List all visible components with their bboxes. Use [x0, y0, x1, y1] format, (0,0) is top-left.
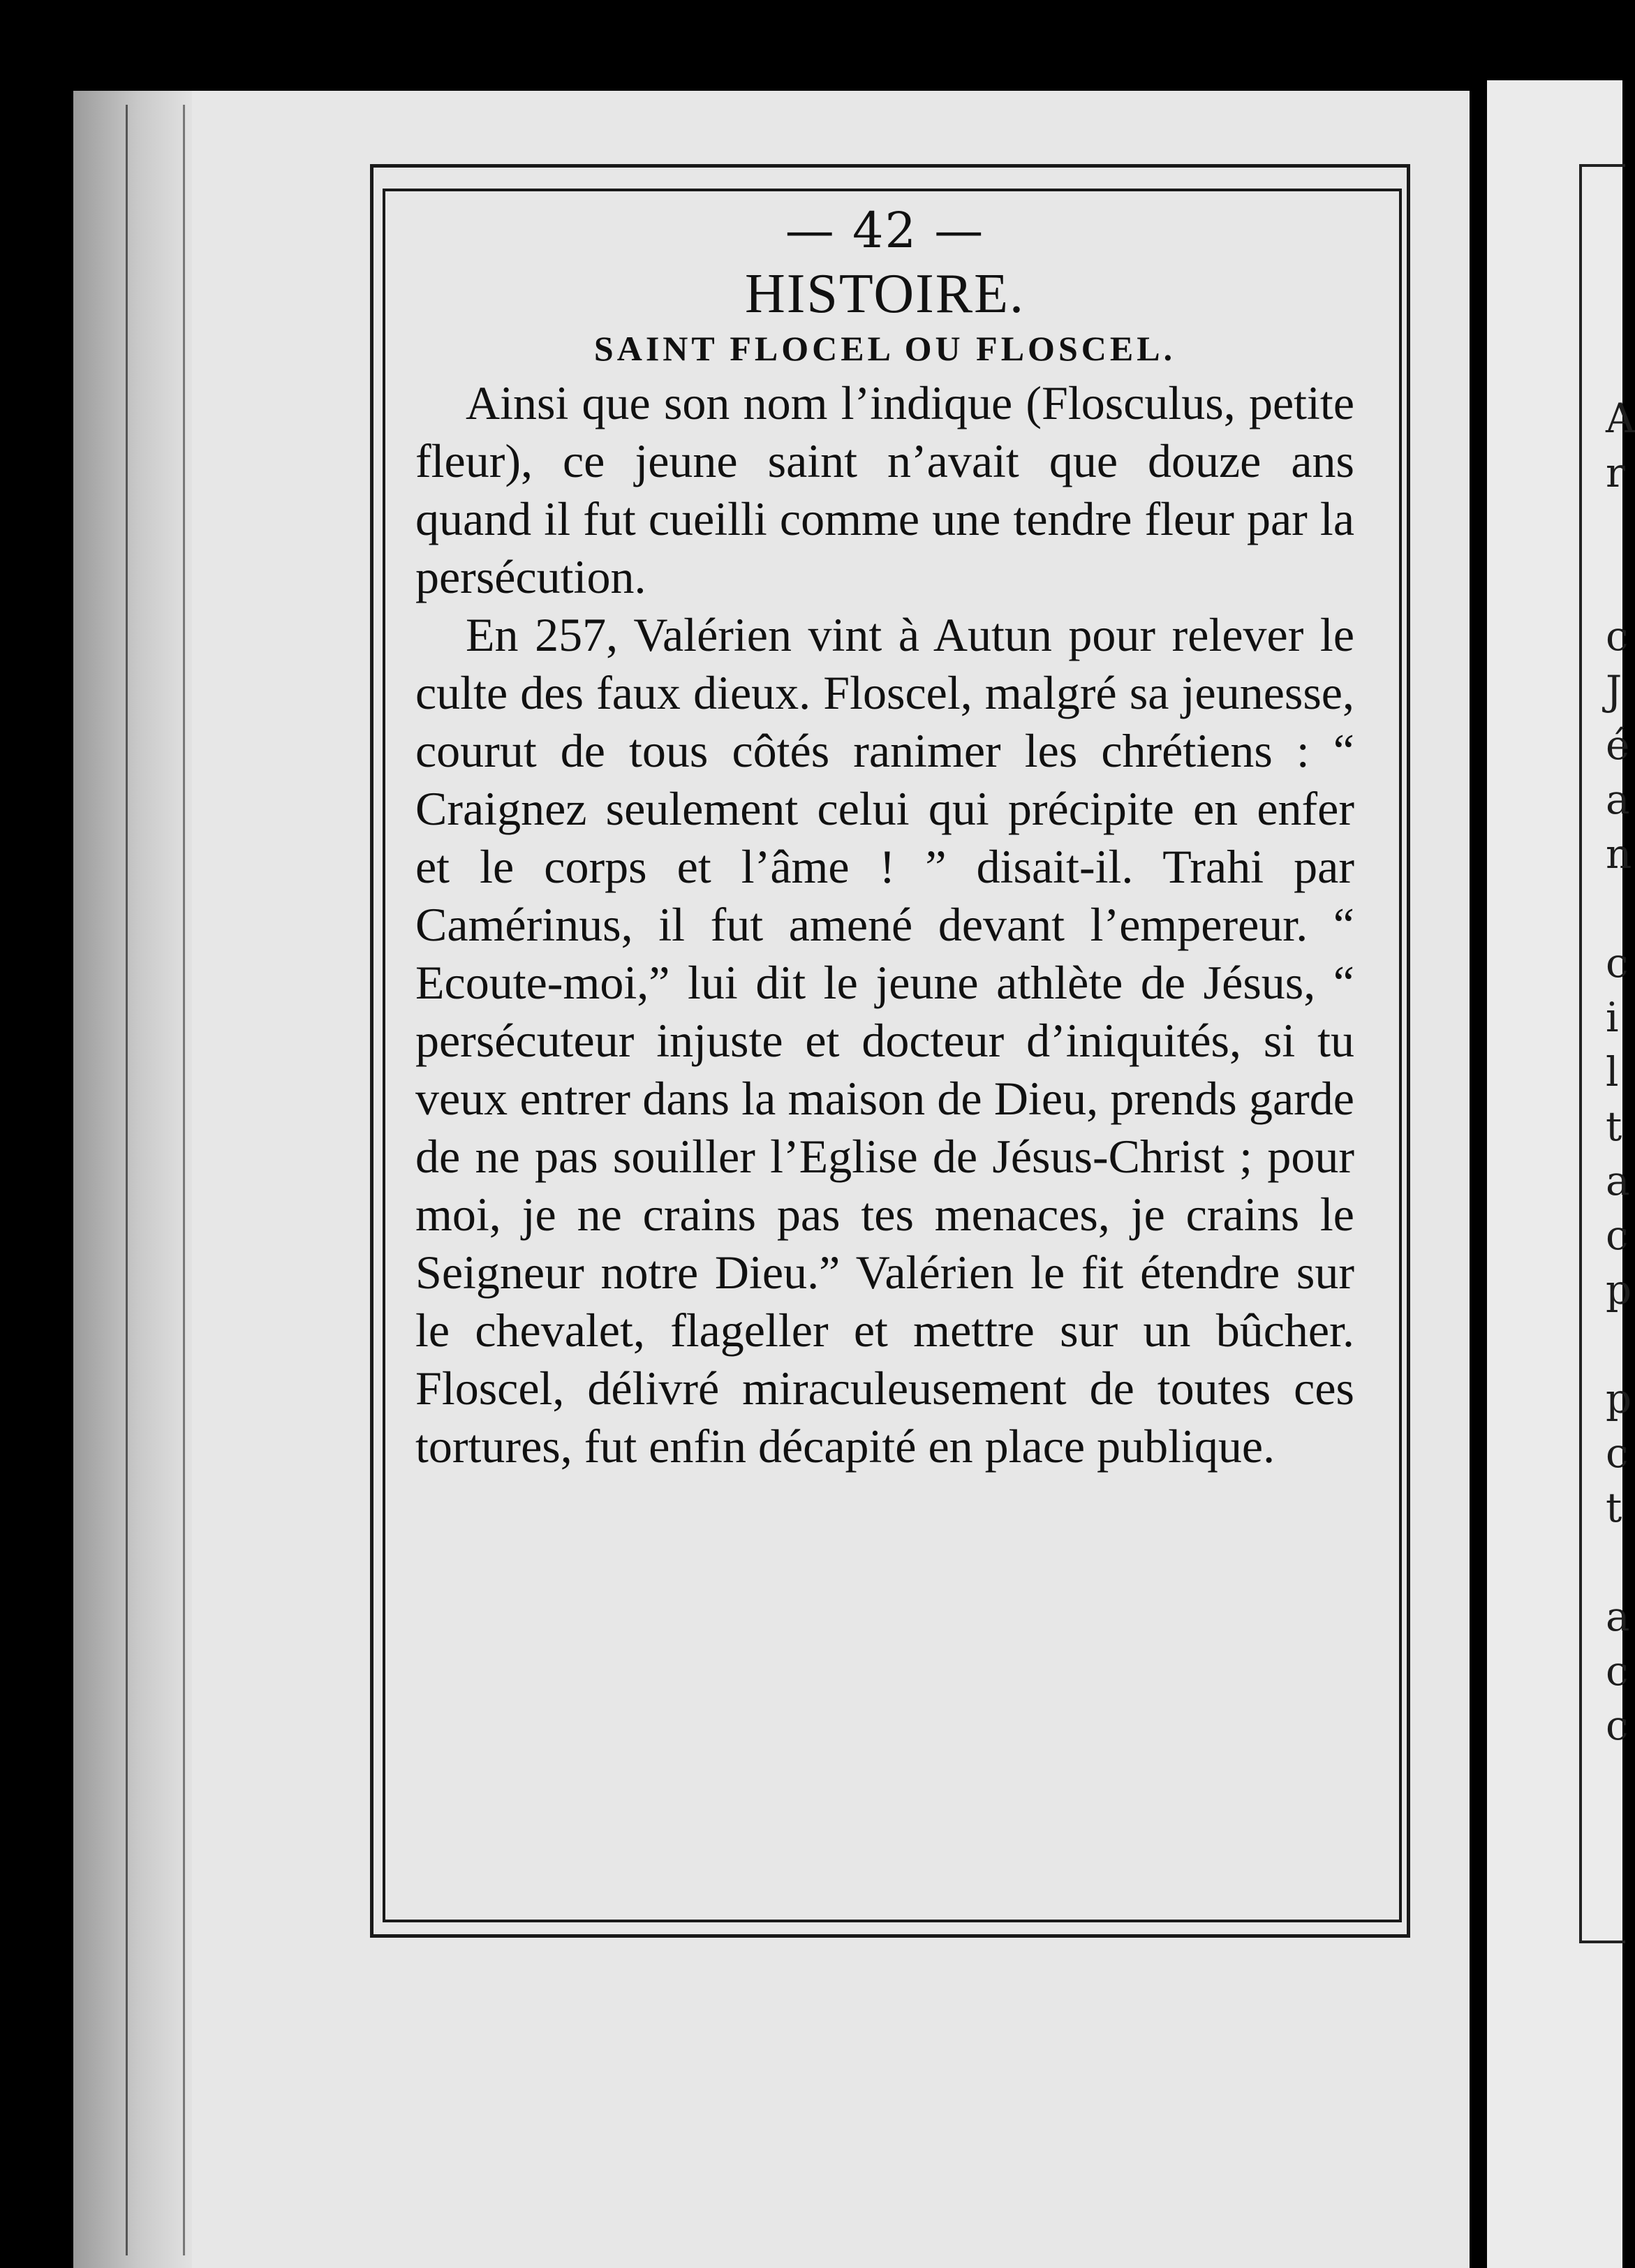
page-edge-line	[126, 105, 128, 2255]
paragraph: Ainsi que son nom l’indique (Flosculus, petite fleur), ce jeune saint n’avait que douze ans quand il fut cueilli comme une tendre fleur par la persécution.	[415, 376, 1354, 603]
page-edge-line	[183, 105, 185, 2255]
body-text	[415, 374, 1354, 1475]
paragraph: En 257, Valérien vint à Autun pour relever le culte des faux dieux. Floscel, malgré sa jeunesse, courut de tous côtés ranimer les chrétiens : “ Craignez seulement celui qui précipite en enfer et le corps et l’âme ! ” disait-il. Trahi par Camérinus, il fut amené devant l’empereur. “ Ecoute-moi,” lui dit le jeune athlète de Jésus, “ persécuteur injuste et docteur d’iniquités, si tu veux entrer dans la maison de Dieu, prends garde de ne pas souiller l’Eglise de Jésus-Christ ; pour moi, je ne crains pas tes menaces, je crains le Seigneur notre Dieu.” Valérien le fit étendre sur le chevalet, flageller et mettre sur un bûcher. Floscel, délivré miraculeusement de toutes ces tortures, fut enfin décapité en place publique.	[415, 608, 1354, 1473]
right-page-text-fragments: A r c J é a n c i l t a c p p c t a c c	[1606, 395, 1635, 1749]
page-subtitle: SAINT FLOCEL OU FLOSCEL.	[593, 329, 1176, 368]
page-content	[415, 202, 1354, 1475]
page-title: HISTOIRE.	[745, 263, 1025, 325]
page-number: — 42 —	[785, 202, 985, 259]
page-edge-shading	[73, 91, 192, 2268]
